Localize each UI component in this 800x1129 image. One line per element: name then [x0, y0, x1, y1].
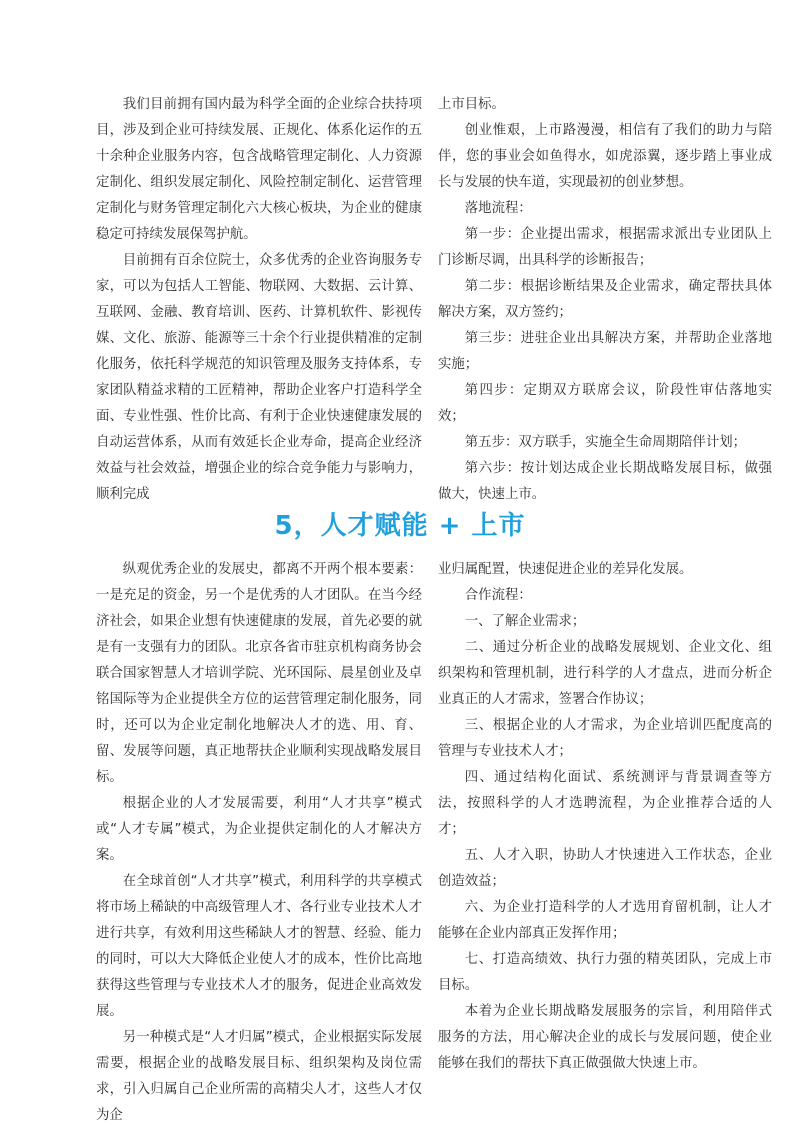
paragraph: 纵观优秀企业的发展史，都离不开两个根本要素：一是充足的资金，另一个是优秀的人才团队。在当今经济社会，如果企业想有快速健康的发展，首先必要的就是有一支强有力的团队。北京各省市驻京机构商务协会联合国家智慧人才培训学院、光环国际、晨星创业及卓铭国际等为企业提供全方位的运营管理定制化服务，同时，还可以为企业定制化地解决人才的选、用、育、留、发展等问题，真正地帮扶企业顺利实现战略发展目标。: [96, 562, 422, 785]
paragraph: 根据企业的人才发展需要，利用“人才共享”模式或“人才专属”模式，为企业提供定制化的人才解决方案。: [96, 796, 422, 863]
paragraph: 我们目前拥有国内最为科学全面的企业综合扶持项目，涉及到企业可持续发展、正规化、体系化运作的五十余种企业服务内容，包含战略管理定制化、人力资源定制化、组织发展定制化、风险控制定制化、运营管理定制化与财务管理定制化六大核心板块，为企业的健康稳定可持续发展保驾护航。: [96, 97, 422, 242]
paragraph: 另一种模式是“人才归属”模式，企业根据实际发展需要，根据企业的战略发展目标、组织架构及岗位需求，引入归属自己企业所需的高精尖人才，这些人才仅为企: [96, 1030, 422, 1123]
paragraph: 一、了解企业需求；: [464, 614, 586, 629]
paragraph: 落地流程：: [464, 201, 532, 216]
paragraph: 第二步：根据诊断结果及企业需求，确定帮扶具体解决方案，双方签约；: [438, 279, 772, 320]
paragraph: 第六步：按计划达成企业长期战略发展目标，做强做大，快速上市。: [438, 461, 772, 502]
top-left-column: [96, 92, 422, 508]
paragraph: 第四步：定期双方联席会议，阶段性审估落地实效；: [438, 383, 772, 424]
paragraph: 二、通过分析企业的战略发展规划、企业文化、组织架构和管理机制，进行科学的人才盘点，进而分析企业真正的人才需求，签署合作协议；: [438, 640, 772, 707]
paragraph: 业归属配置，快速促进企业的差异化发展。: [438, 562, 693, 577]
paragraph: 第五步：双方联手，实施全生命周期陪伴计划；: [464, 435, 746, 450]
paragraph: 第三步：进驻企业出具解决方案，并帮助企业落地实施；: [438, 331, 772, 372]
paragraph: 四、通过结构化面试、系统测评与背景调查等方法，按照科学的人才选聘流程，为企业推荐合适的人才；: [438, 770, 772, 837]
paragraph: 上市目标。: [438, 97, 505, 112]
paragraph: 第一步：企业提出需求，根据需求派出专业团队上门诊断尽调，出具科学的诊断报告；: [438, 227, 772, 268]
bottom-right-column: [438, 557, 772, 1077]
paragraph: 创业惟艰，上市路漫漫，相信有了我们的助力与陪伴，您的事业会如鱼得水，如虎添翼，逐步踏上事业成长与发展的快车道，实现最初的创业梦想。: [438, 123, 772, 190]
section-heading: 5，人才赋能 + 上市: [274, 511, 526, 541]
paragraph: 七、打造高绩效、执行力强的精英团队，完成上市目标。: [438, 952, 772, 993]
paragraph: 在全球首创“人才共享”模式，利用科学的共享模式将市场上稀缺的中高级管理人才、各行业专业技术人才进行共享，有效利用这些稀缺人才的智慧、经验、能力的同时，可以大大降低企业使人才的成本，性价比高地获得这些管理与专业技术人才的服务，促进企业高效发展。: [96, 874, 422, 1019]
paragraph: 本着为企业长期战略发展服务的宗旨，利用陪伴式服务的方法，用心解决企业的成长与发展问题，使企业能够在我们的帮扶下真正做强做大快速上市。: [438, 1004, 772, 1071]
bottom-left-column: [96, 557, 422, 1129]
paragraph: 五、人才入职，协助人才快速进入工作状态，企业创造效益；: [438, 848, 772, 889]
paragraph: 合作流程：: [464, 588, 532, 603]
paragraph: 三、根据企业的人才需求，为企业培训匹配度高的管理与专业技术人才；: [438, 718, 772, 759]
paragraph: 目前拥有百余位院士，众多优秀的企业咨询服务专家，可以为包括人工智能、物联网、大数据、云计算、互联网、金融、教育培训、医药、计算机软件、影视传媒、文化、旅游、能源等三十余个行业提供精准的定制化服务，依托科学规范的知识管理及服务支持体系，专家团队精益求精的工匠精神，帮助企业客户打造科学全面、专业性强、性价比高、有利于企业快速健康发展的自动运营体系，从而有效延长企业寿命，提高企业经济效益与社会效益，增强企业的综合竞争能力与影响力，顺利完成: [96, 253, 422, 502]
paragraph: 六、为企业打造科学的人才选用育留机制，让人才能够在企业内部真正发挥作用；: [438, 900, 772, 941]
top-right-column: [438, 92, 772, 508]
